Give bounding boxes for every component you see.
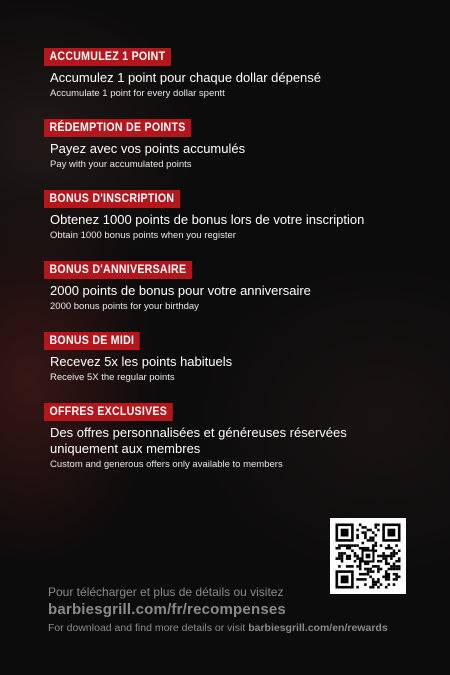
section-exclusive-offers (44, 402, 414, 471)
section-badge: BONUS DE MIDI (44, 332, 140, 350)
section-accumulate (44, 47, 414, 100)
section-text-fr: Recevez 5x les points habituels (50, 354, 233, 369)
section-text-en: Custom and generous offers only available to members (50, 459, 283, 470)
qr-code-icon[interactable] (330, 518, 406, 594)
section-badge: BONUS D'INSCRIPTION (44, 190, 180, 208)
section-text-fr: Payez avec vos points accumulés (50, 141, 246, 156)
section-text-en: 2000 bonus points for your birthday (50, 301, 199, 312)
section-text-en: Pay with your accumulated points (50, 159, 192, 170)
section-redemption (44, 118, 414, 171)
section-badge: OFFRES EXCLUSIVES (44, 403, 173, 421)
section-signup-bonus (44, 189, 414, 242)
footer (48, 584, 428, 636)
section-text-fr: Des offres personnalisées et généreuses réservées uniquement aux membres (50, 425, 347, 456)
section-text-fr: Obtenez 1000 points de bonus lors de votre inscription (50, 212, 365, 227)
section-badge: ACCUMULEZ 1 POINT (44, 48, 171, 66)
section-badge: RÉDEMPTION DE POINTS (44, 119, 191, 137)
section-birthday-bonus (44, 260, 414, 313)
section-text-fr: Accumulez 1 point pour chaque dollar dépensé (50, 70, 322, 85)
footer-text-en: For download and find more details or visit (48, 622, 246, 634)
footer-line-en (48, 620, 428, 636)
qr-code-graphic (330, 518, 406, 594)
section-text-en: Accumulate 1 point for every dollar spentt (50, 88, 225, 99)
section-text-fr: 2000 points de bonus pour votre anniversaire (50, 283, 311, 298)
footer-link-en[interactable]: barbiesgrill.com/en/rewards (248, 622, 388, 634)
rewards-list (44, 47, 414, 471)
section-badge: BONUS D'ANNIVERSAIRE (44, 261, 192, 279)
section-lunch-bonus (44, 331, 414, 384)
section-text-en: Receive 5X the regular points (50, 372, 175, 383)
section-text-en: Obtain 1000 bonus points when you register (50, 230, 236, 241)
footer-link-fr[interactable]: barbiesgrill.com/fr/recompenses (48, 601, 286, 618)
footer-text-fr: Pour télécharger et plus de détails ou visitez (48, 585, 284, 599)
